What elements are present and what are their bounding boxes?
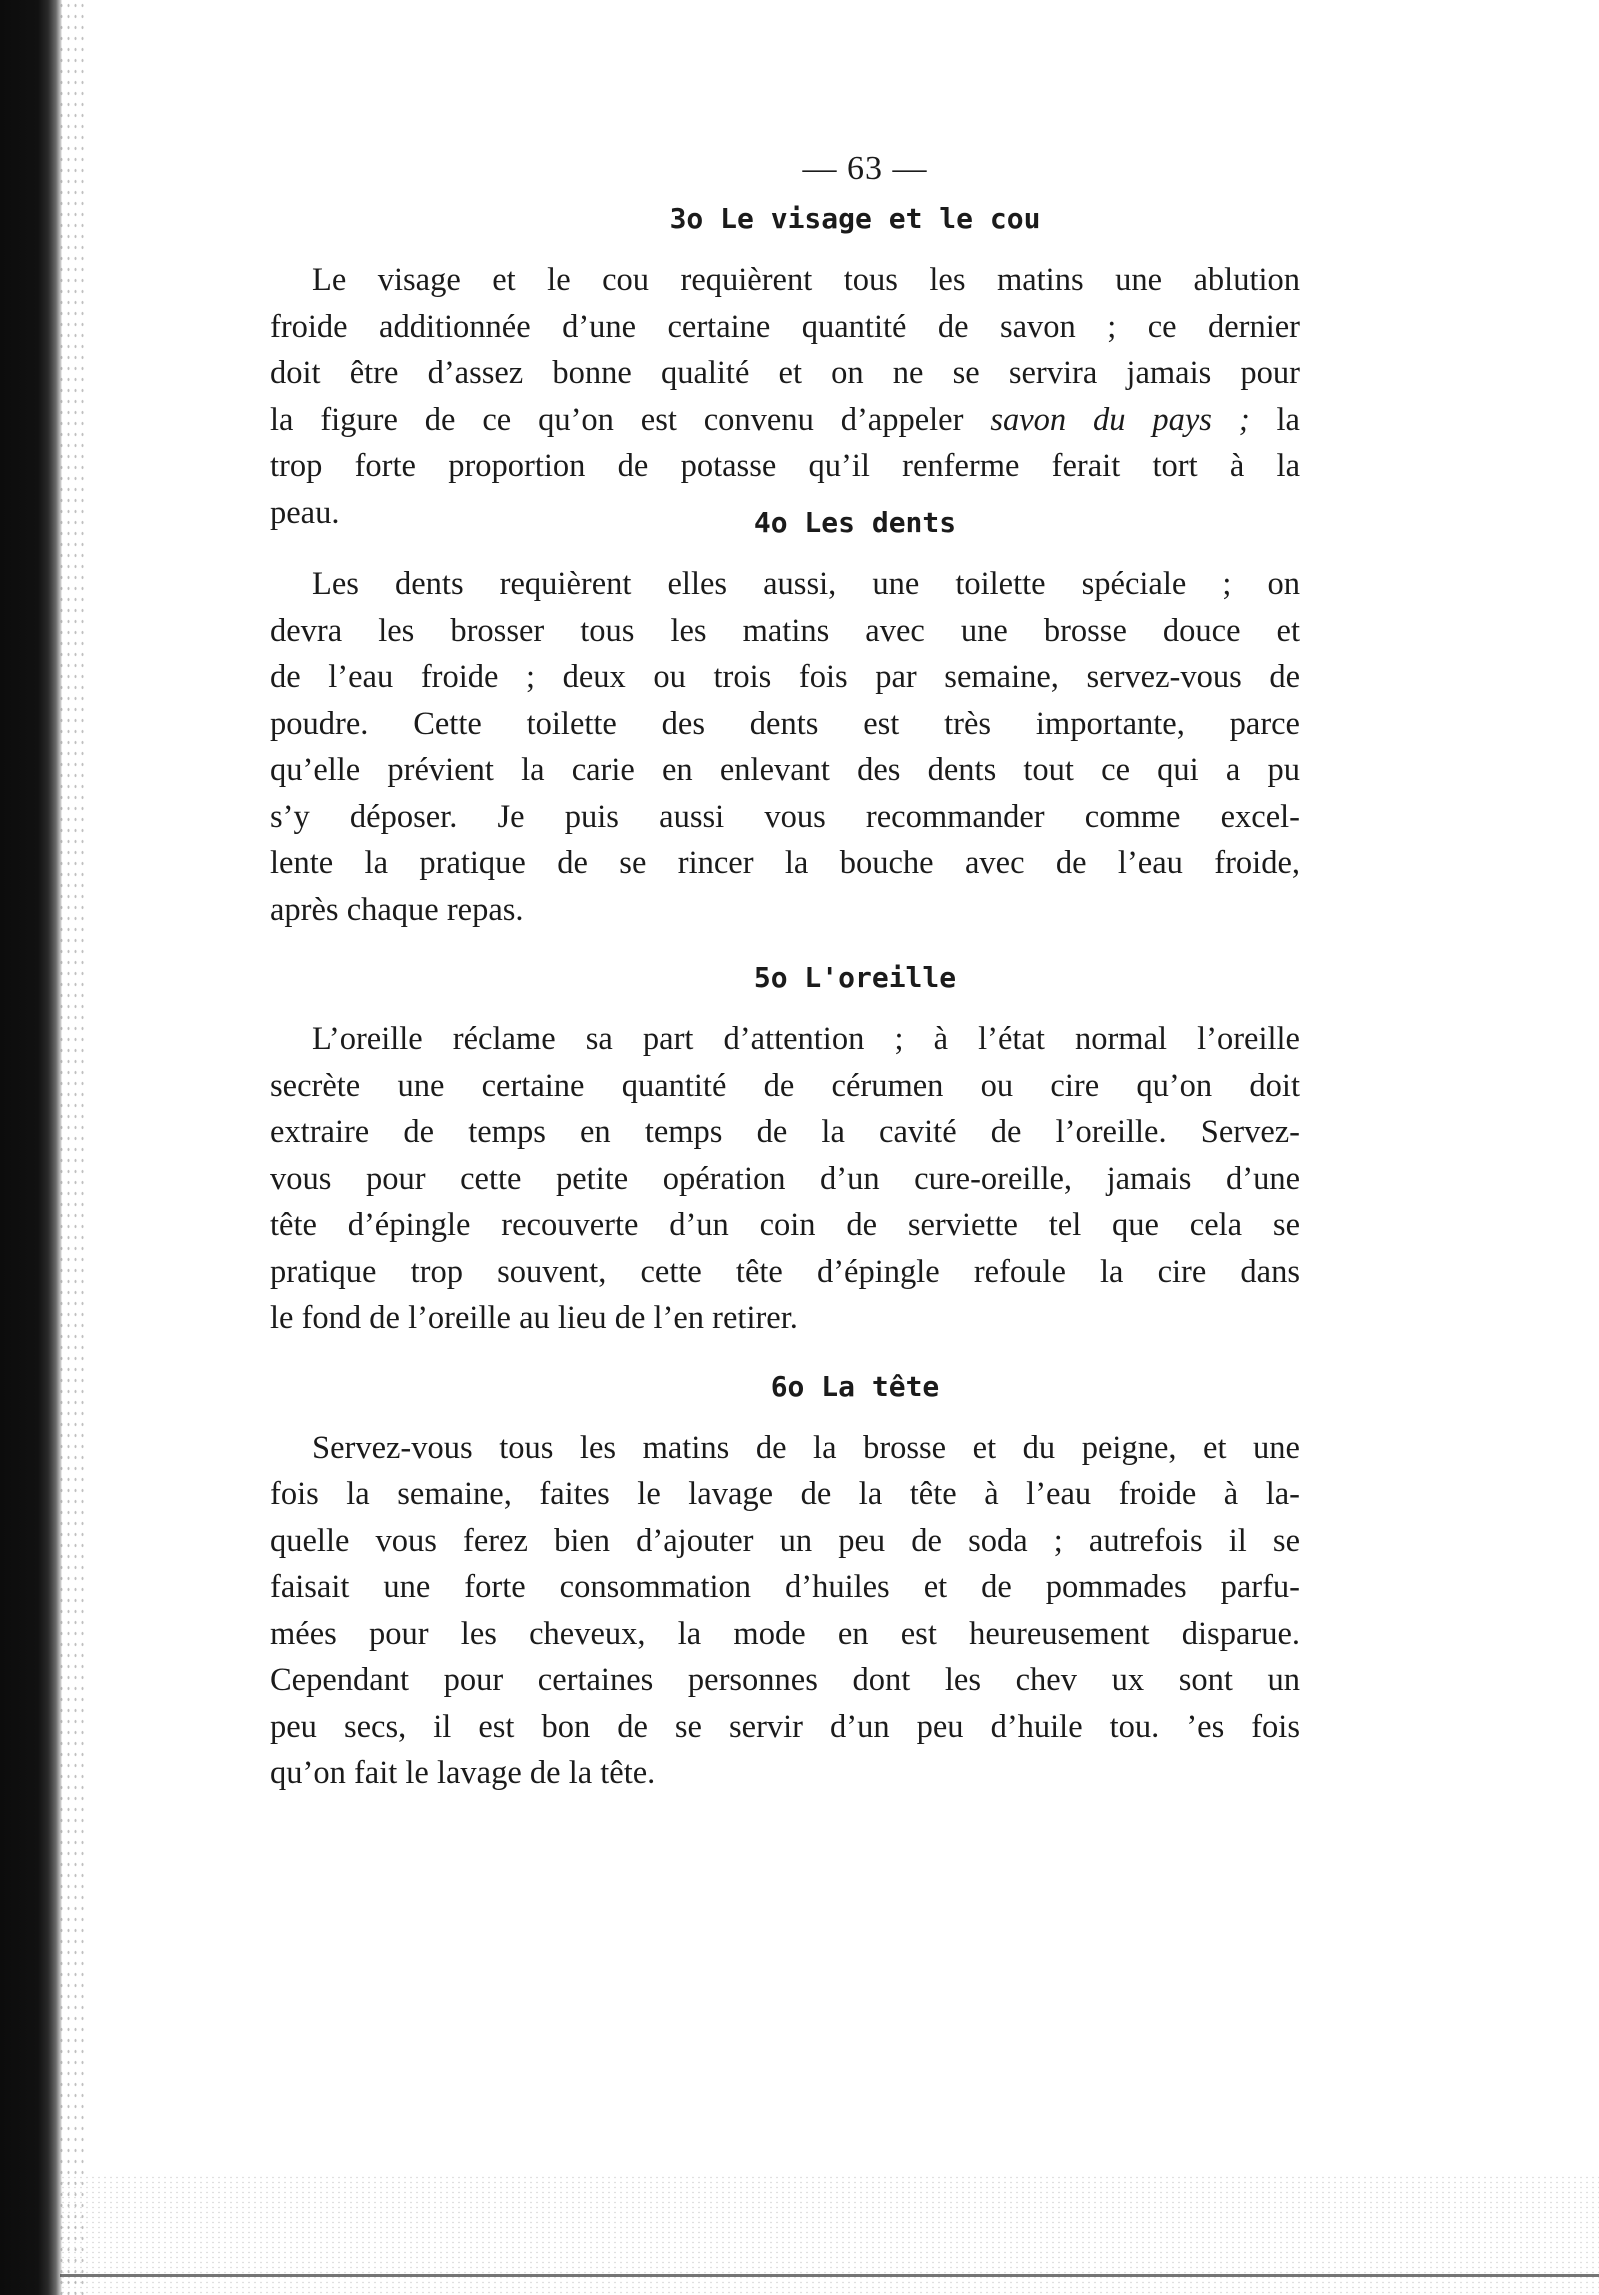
text-line: poudre. Cette toilette des dents est très importante, parce [270,705,1300,742]
text-line: vous pour cette petite opération d’un cure-oreille, jamais d’une [270,1160,1300,1197]
text-line: froide additionnée d’une certaine quantité de savon ; ce dernier [270,308,1300,345]
text-line: Cependant pour certaines personnes dont les chev ux sont un [270,1662,1300,1698]
text-line: de l’eau froide ; deux ou trois fois par semaine, servez-vous de [270,659,1300,695]
scan-bottom-noise [60,2175,1599,2295]
text-line: secrète une certaine quantité de cérumen ou cire qu’on doit [270,1067,1300,1104]
text-line: Le visage et le cou requièrent tous les matins une ablution [312,262,1300,298]
text-line: peu secs, il est bon de se servir d’un peu d’huile tou. ’es fois [270,1708,1300,1745]
section-heading: 4o Les dents [753,506,957,539]
text-line: lente la pratique de se rincer la bouche avec de l’eau froide, [270,845,1300,881]
text-line: mées pour les cheveux, la mode en est heureusement disparue. [270,1615,1300,1652]
paragraph [270,561,1300,933]
text-line: trop forte proportion de potasse qu’il renferme ferait tort à la [270,448,1300,484]
text-line: qu’elle prévient la carie en enlevant des dents tout ce qui a pu [270,752,1300,788]
text-line: devra les brosser tous les matins avec une brosse douce et [270,612,1300,649]
text-line: peau. [270,494,340,531]
text-line: quelle vous ferez bien d’ajouter un peu de soda ; autrefois il se [270,1522,1300,1559]
section-oreille [270,961,1300,1342]
section-heading: 5o L'oreille [753,961,957,994]
text-line: le fond de l’oreille au lieu de l’en retirer. [270,1300,798,1336]
scan-spine-speckle [58,0,86,2295]
section-heading: 3o Le visage et le cou [669,202,1041,235]
book-page [270,150,1300,1807]
text-line: fois la semaine, faites le lavage de la tête à l’eau froide à la- [270,1476,1300,1512]
page-number: — 63 — [802,150,928,187]
section-visage-et-cou [270,202,1300,536]
paragraph [270,1016,1300,1342]
text-line: s’y déposer. Je puis aussi vous recommander comme excel- [270,798,1300,835]
text-line: qu’on fait le lavage de la tête. [270,1755,656,1791]
text-fragment: la [1276,401,1300,438]
paragraph [270,1425,1300,1797]
text-line: Servez-vous tous les matins de la brosse et du peigne, et une [312,1429,1300,1466]
scan-spine-shadow [0,0,62,2295]
text-line: doit être d’assez bonne qualité et on ne se servira jamais pour [270,355,1300,391]
italic-term: savon du pays ; [990,401,1250,438]
paragraph [270,257,1300,536]
text-line: Les dents requièrent elles aussi, une toilette spéciale ; on [312,566,1300,602]
section-heading: 6o La tête [770,1369,940,1403]
section-tete [270,1370,1300,1797]
section-les-dents [270,506,1300,933]
text-line: après chaque repas. [270,891,524,928]
text-line: extraire de temps en temps de la cavité de l’oreille. Servez- [270,1114,1300,1150]
text-line: faisait une forte consommation d’huiles et de pommades parfu- [270,1569,1300,1605]
text-line: pratique trop souvent, cette tête d’épingle refoule la cire dans [270,1253,1300,1290]
text-line: L’oreille réclame sa part d’attention ; à l’état normal l’oreille [312,1021,1300,1057]
text-line-with-italic [270,397,1300,444]
text-fragment: la figure de ce qu’on est convenu d’appeler [270,401,964,438]
scan-bottom-edge [60,2274,1599,2277]
text-line: tête d’épingle recouverte d’un coin de serviette tel que cela se [270,1207,1300,1243]
